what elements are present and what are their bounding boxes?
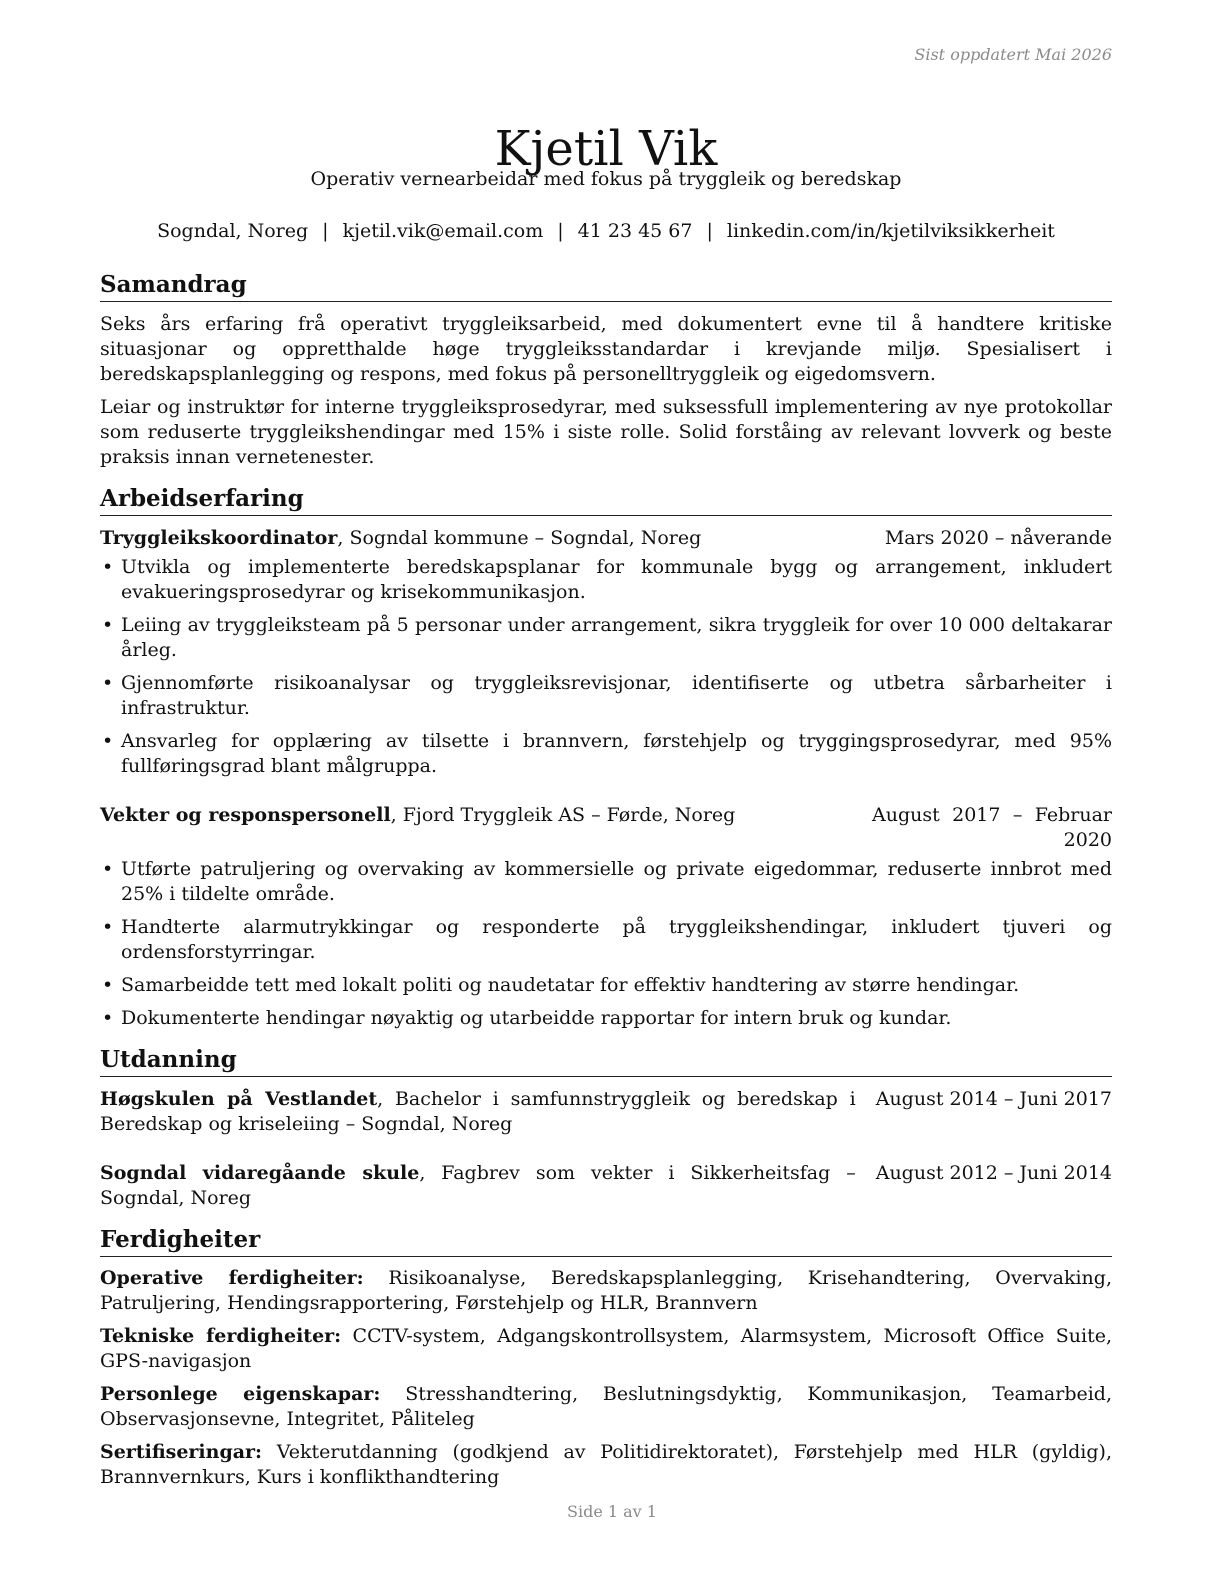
education-title-line <box>100 1161 876 1211</box>
job-role: Vekter og responspersonell <box>100 804 391 826</box>
contact-separator: | <box>557 220 564 242</box>
contact-linkedin[interactable]: linkedin.com/in/kjetilviksikkerheit <box>726 220 1055 242</box>
education-entry <box>100 1161 1112 1211</box>
list-item: • Leiing av tryggleiksteam på 5 personar under arrangement, sikra tryggleik for over 10 000 deltakarar årleg. <box>100 613 1112 663</box>
job-entry <box>100 526 1112 779</box>
contact-line <box>100 220 1112 242</box>
section-heading: Utdanning <box>100 1045 1112 1077</box>
education-title-line <box>100 1087 876 1137</box>
skill-label: Sertifiseringar: <box>100 1441 263 1463</box>
resume-content <box>100 270 1112 1496</box>
section-heading: Arbeidserfaring <box>100 484 1112 516</box>
job-entry <box>100 803 1112 1031</box>
summary-paragraph: Seks års erfaring frå operativt tryggleiksarbeid, med dokumentert evne til å handtere kritiske situasjonar og oppretthalde høge tryggleiksstandardar i krevjande miljø. Spesialisert i beredskapsplanlegging og respons, med fokus på personelltryggleik og eigedomsvern. <box>100 313 1112 385</box>
list-item: • Dokumenterte hendingar nøyaktig og utarbeidde rapportar for intern bruk og kundar. <box>100 1006 1112 1031</box>
skill-group <box>100 1324 1112 1374</box>
summary-section <box>100 270 1112 470</box>
contact-location: Sogndal, Noreg <box>157 220 309 242</box>
skill-group <box>100 1382 1112 1432</box>
last-updated: Sist oppdatert Mai 2026 <box>914 45 1112 64</box>
skill-list: Stresshandtering, Beslutningsdyktig, Kommunikasjon, Teamarbeid, Observasjonsevne, Integritet, Påliteleg <box>100 1383 1113 1430</box>
education-entry <box>100 1087 1112 1137</box>
contact-email[interactable]: kjetil.vik@email.com <box>342 220 544 242</box>
job-employer: , Fjord Tryggleik AS – Førde, Noreg <box>390 804 736 826</box>
education-dates: August 2014 – Juni 2017 <box>875 1088 1112 1110</box>
list-item: • Gjennomførte risikoanalysar og tryggleiksrevisjonar, identifiserte og utbetra sårbarheiter i infrastruktur. <box>100 671 1112 721</box>
skill-list: Vekterutdanning (godkjend av Politidirektoratet), Førstehjelp med HLR (gyldig), Brannvernkurs, Kurs i konflikthandtering <box>100 1441 1112 1488</box>
job-dates: Mars 2020 – nåverande <box>884 527 1112 549</box>
section-heading: Samandrag <box>100 270 1112 302</box>
job-dates: August 2017 – Februar 2020 <box>872 804 1112 851</box>
skill-list: CCTV-system, Adgangskontrollsystem, Alarmsystem, Microsoft Office Suite, GPS-navigasjon <box>100 1325 1112 1372</box>
list-item: • Utførte patruljering og overvaking av kommersielle og private eigedommar, reduserte innbrot med 25% i tildelte område. <box>100 857 1112 907</box>
skill-label: Operative ferdigheiter: <box>100 1267 364 1289</box>
job-employer: , Sogndal kommune – Sogndal, Noreg <box>337 527 702 549</box>
school-name: Sogndal vidaregåande skule <box>100 1162 420 1184</box>
degree: , Fagbrev som vekter i Sikkerheitsfag – Sogndal, Noreg <box>100 1162 856 1209</box>
candidate-name: Kjetil Vik <box>494 121 718 178</box>
contact-separator: | <box>322 220 329 242</box>
contact-phone: 41 23 45 67 <box>577 220 693 242</box>
list-item: • Utvikla og implementerte beredskapsplanar for kommunale bygg og arrangement, inkludert evakueringsprosedyrar og krisekommunikasjon. <box>100 555 1112 605</box>
list-item: • Ansvarleg for opplæring av tilsette i brannvern, førstehjelp og tryggingsprosedyrar, med 95% fullføringsgrad blant målgruppa. <box>100 729 1112 779</box>
tagline: Operativ vernearbeidar med fokus på tryggleik og beredskap <box>310 168 902 190</box>
school-name: Høgskulen på Vestlandet <box>100 1088 378 1110</box>
job-bullets <box>100 857 1112 1031</box>
skill-group <box>100 1440 1112 1490</box>
summary-paragraph: Leiar og instruktør for interne tryggleiksprosedyrar, med suksessfull implementering av nye protokollar som reduserte tryggleikshendingar med 15% i siste rolle. Solid forståing av relevant lovverk og beste praksis innan vernetenester. <box>100 396 1112 468</box>
skill-list: Risikoanalyse, Beredskapsplanlegging, Krisehandtering, Overvaking, Patruljering, Hendingsrapportering, Førstehjelp og HLR, Brannvern <box>100 1267 1112 1314</box>
section-heading: Ferdigheiter <box>100 1225 1112 1257</box>
skill-label: Tekniske ferdigheiter: <box>100 1325 342 1347</box>
skill-group <box>100 1266 1112 1316</box>
skill-label: Personlege eigenskapar: <box>100 1383 381 1405</box>
job-role: Tryggleikskoordinator <box>100 527 338 549</box>
page-number: Side 1 av 1 <box>567 1502 657 1521</box>
education-dates: August 2012 – Juni 2014 <box>875 1162 1112 1184</box>
job-bullets <box>100 555 1112 779</box>
degree: , Bachelor i samfunnstryggleik og beredskap i Beredskap og kriseleiing – Sogndal, Noreg <box>100 1088 856 1135</box>
list-item: • Handterte alarmutrykkingar og responderte på tryggleikshendingar, inkludert tjuveri og ordensforstyrringar. <box>100 915 1112 965</box>
experience-section <box>100 484 1112 1031</box>
skills-section <box>100 1225 1112 1490</box>
contact-separator: | <box>706 220 713 242</box>
job-title-line <box>100 803 872 828</box>
job-title-line <box>100 526 885 551</box>
list-item: • Samarbeidde tett med lokalt politi og naudetatar for effektiv handtering av større hendingar. <box>100 973 1112 998</box>
education-section <box>100 1045 1112 1211</box>
